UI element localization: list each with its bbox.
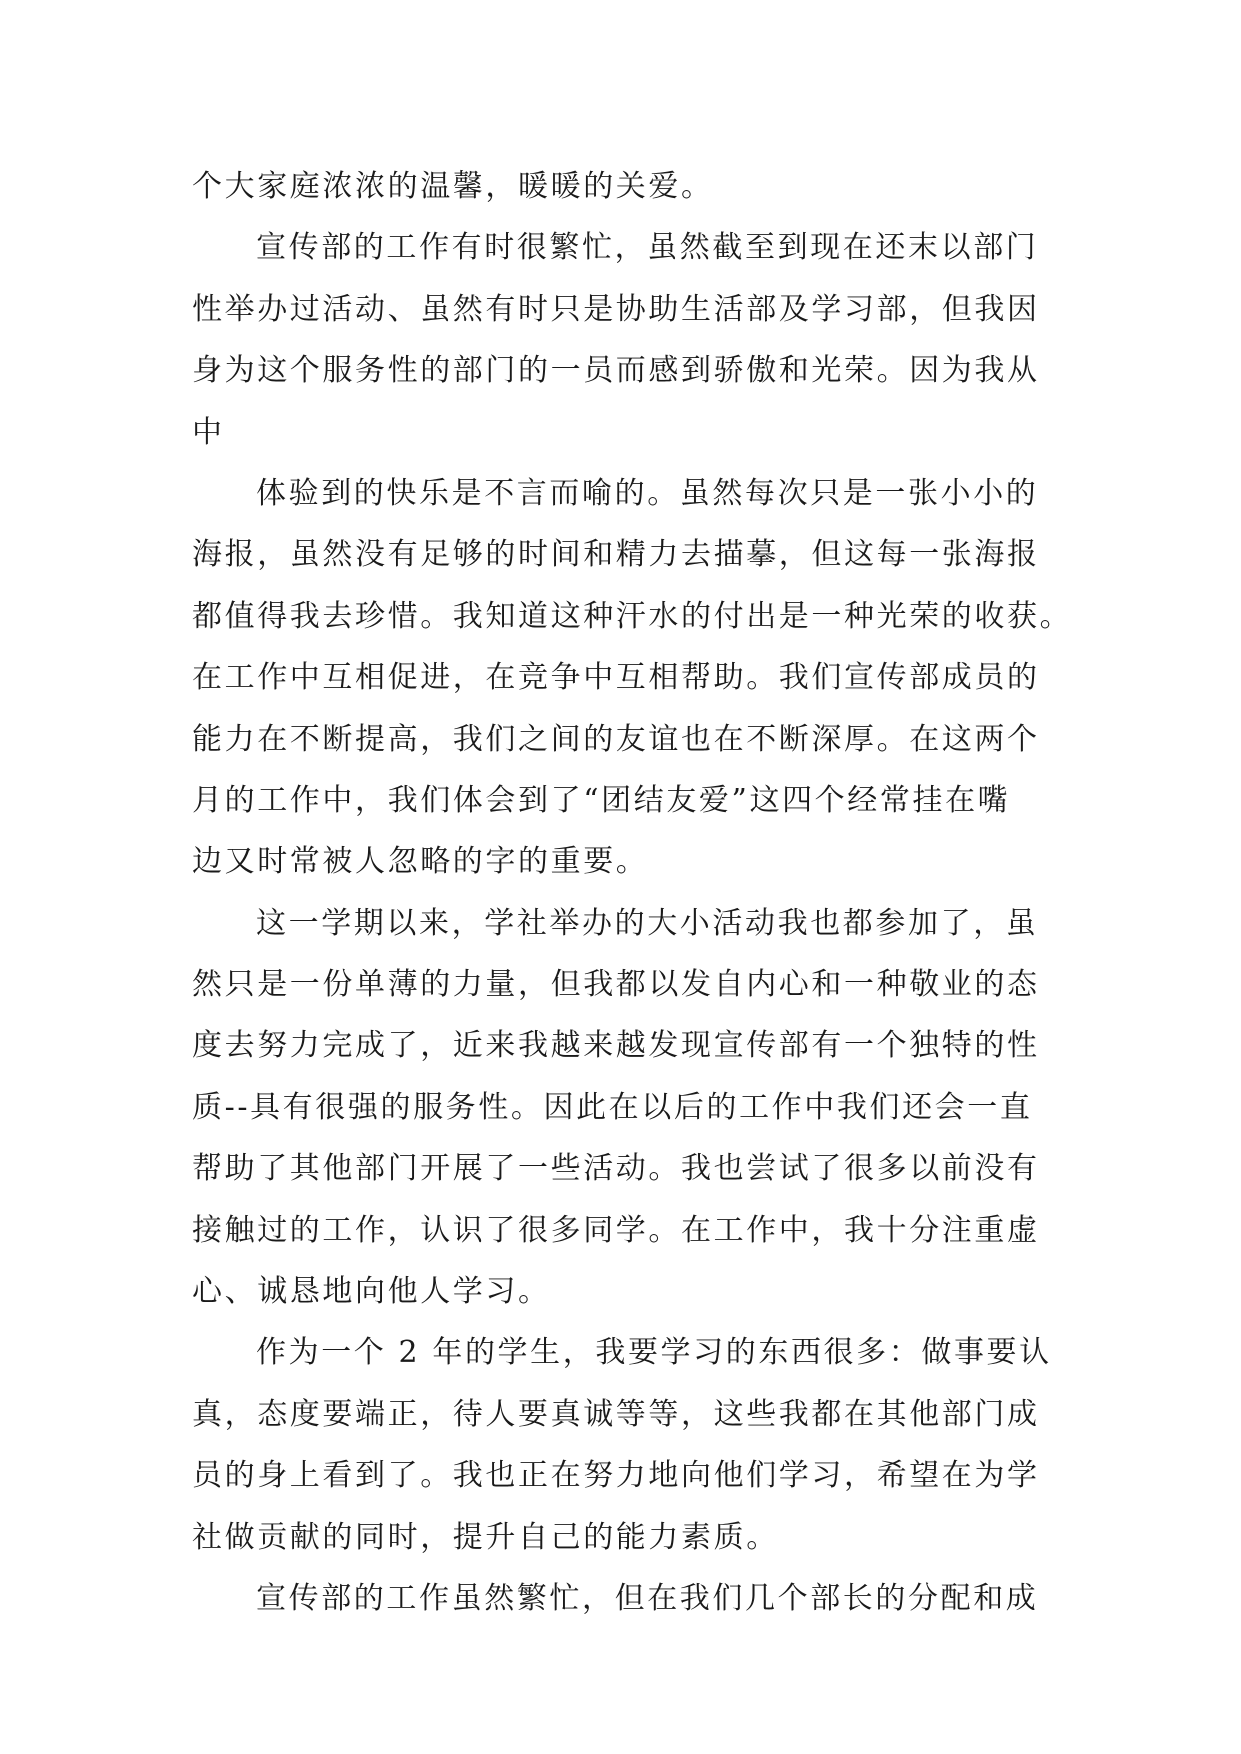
body-text: [192, 156, 1073, 1629]
text-line: 社做贡献的同时，提升自己的能力素质。: [192, 1519, 779, 1555]
text-line: 能力在不断提高，我们之间的友谊也在不断深厚。在这两个: [192, 721, 1040, 757]
text-line: 这一学期以来，学社举办的大小活动我也都参加了，虽: [256, 905, 1039, 941]
text-line: 个大家庭浓浓的温馨，暖暖的关爱。: [192, 169, 714, 204]
text-line: 度去努力完成了，近来我越来越发现宣传部有一个独特的性: [192, 1028, 1040, 1064]
text-line: 宣传部的工作虽然繁忙，但在我们几个部长的分配和成: [256, 1580, 1039, 1616]
text-line: 中: [192, 414, 225, 450]
text-line: 作为一个 2 年的学生，我要学习的东西很多：做事要认: [256, 1335, 1052, 1371]
text-line: 心、诚恳地向他人学习。: [192, 1274, 551, 1310]
text-line: 宣传部的工作有时很繁忙，虽然截至到现在还末以部门: [256, 230, 1039, 266]
text-line: 然只是一份单薄的力量，但我都以发自内心和一种敬业的态: [192, 967, 1040, 1003]
text-line: 性举办过活动、虽然有时只是协助生活部及学习部，但我因: [192, 291, 1040, 327]
text-line: 员的身上看到了。我也正在努力地向他们学习，希望在为学: [192, 1458, 1040, 1494]
text-line: 身为这个服务性的部门的一员而感到骄傲和光荣。因为我从: [192, 353, 1040, 389]
text-line: 海报，虽然没有足够的时间和精力去描摹，但这每一张海报: [192, 537, 1040, 573]
text-line: 月的工作中，我们体会到了“团结友爱”这四个经常挂在嘴: [192, 782, 1011, 818]
text-line: 边又时常被人忽略的字的重要。: [192, 844, 649, 880]
text-line: 接触过的工作，认识了很多同学。在工作中，我十分注重虚: [192, 1212, 1040, 1248]
text-line: 都值得我去珍惜。我知道这种汗水的付出是一种光荣的收获。: [192, 598, 1073, 634]
text-line: 体验到的快乐是不言而喻的。虽然每次只是一张小小的: [256, 475, 1039, 511]
text-line: 真，态度要端正，待人要真诚等等，这些我都在其他部门成: [192, 1396, 1040, 1432]
text-line: 质--具有很强的服务性。因此在以后的工作中我们还会一直: [192, 1089, 1033, 1125]
text-line: 在工作中互相促进，在竞争中互相帮助。我们宣传部成员的: [192, 660, 1040, 696]
text-line: 帮助了其他部门开展了一些活动。我也尝试了很多以前没有: [192, 1151, 1040, 1187]
